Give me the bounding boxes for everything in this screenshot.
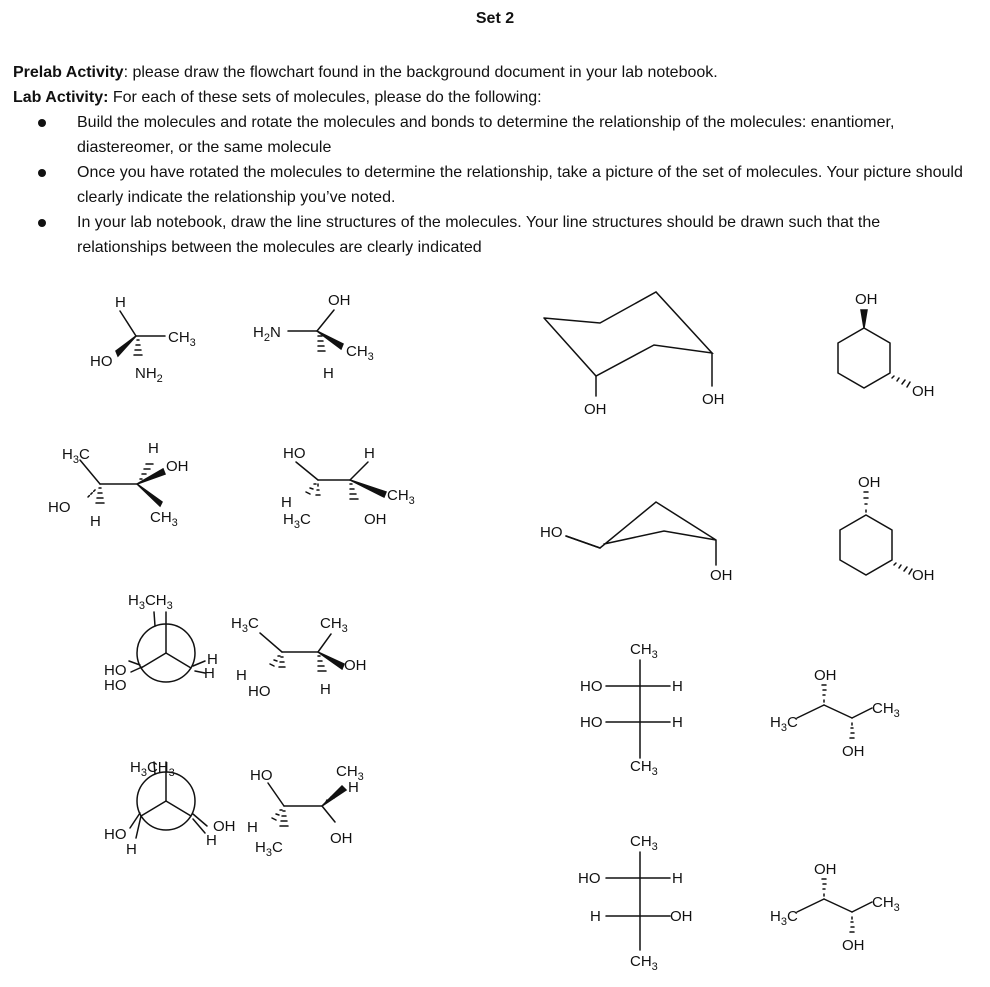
atom-label: H [672,714,683,731]
atom-label: OH [842,937,865,954]
atom-label: $CH_3$ [150,509,178,529]
atom-label: $H_3C$ [255,839,283,859]
atom-label: HO [104,677,127,694]
atom-label: H [90,513,101,530]
fischer-projection-1 [606,660,670,758]
cyclohexane-ring-2 [840,492,912,575]
lab-label: Lab Activity: [13,89,109,106]
atom-label: OH [364,511,387,528]
atom-label: H [672,678,683,695]
atom-label: $CH_3$ [387,487,415,507]
atom-label: $NH_2$ [135,365,163,385]
molecule-1 [116,311,165,356]
newman-projection-1 [129,612,205,682]
atom-label: H [236,667,247,684]
cyclohexane-ring-1 [838,310,910,388]
atom-label: $H_3C$ [770,714,798,734]
atom-label: HO [580,678,603,695]
atom-label: H [323,365,334,382]
atom-label: $H_3C$ [283,511,311,531]
atom-label: HO [580,714,603,731]
atom-label: OH [166,458,189,475]
atom-label: OH [912,383,935,400]
atom-label: $CH_3$ [336,763,364,783]
atom-label: H [126,841,137,858]
cyclohexane-chair-2 [566,502,716,565]
bullet-text: Build the molecules and rotate the molecules and bonds to determine the relationship of the molecules: enantiomer, diastereomer, or the same molecule [77,114,895,156]
atom-label: $CH_3$ [630,953,658,973]
atom-label: HO [104,662,127,679]
atom-label: HO [578,870,601,887]
atom-label: $H_3CH_3$ [130,759,175,779]
bullet-text: Once you have rotated the molecules to determine the relationship, take a picture of the set of molecules. Your picture should clearly indicate the relationship you’ve noted. [77,164,963,206]
cyclohexane-chair-1 [544,292,712,396]
molecule-4 [296,462,386,499]
lab-text: For each of these sets of molecules, please do the following: [108,89,542,106]
atom-label: $CH_3$ [630,641,658,661]
atom-label: OH [213,818,236,835]
atom-label: OH [330,830,353,847]
atom-label: H [348,779,359,796]
atom-label: H [320,681,331,698]
molecule-6 [268,783,346,826]
atom-label: $H_3C$ [231,615,259,635]
zigzag-1 [797,685,872,738]
atom-label: $H_3CH_3$ [128,592,173,612]
atom-label: H [115,294,126,311]
atom-label: OH [814,667,837,684]
atom-label: OH [842,743,865,760]
molecule-5 [260,633,344,671]
prelab-label: Prelab Activity [13,64,124,81]
atom-label: HO [90,353,113,370]
atom-label: $CH_3$ [630,758,658,778]
atom-label: H [364,445,375,462]
atom-label: HO [250,767,273,784]
atom-label: OH [584,401,607,418]
atom-label: $H_2N$ [253,324,281,344]
atom-label: $H_3C$ [770,908,798,928]
atom-label: OH [710,567,733,584]
atom-label: OH [702,391,725,408]
atom-label: OH [855,291,878,308]
atom-label: $CH_3$ [346,343,374,363]
atom-label: H [204,665,215,682]
molecule-2 [288,310,343,351]
molecule-3 [80,460,165,506]
atom-label: H [247,819,258,836]
atom-label: HO [248,683,271,700]
atom-label: H [672,870,683,887]
prelab-text: : please draw the flowchart found in the background document in your lab notebook. [123,64,718,81]
atom-labels [48,291,935,973]
atom-label: $CH_3$ [630,833,658,853]
fischer-projection-2 [606,852,670,950]
zigzag-2 [797,879,872,932]
atom-label: H [207,651,218,668]
atom-label: $CH_3$ [320,615,348,635]
atom-label: OH [814,861,837,878]
atom-label: OH [344,657,367,674]
atom-label: H [590,908,601,925]
atom-label: H [148,440,159,457]
atom-label: HO [283,445,306,462]
atom-label: $H_3C$ [62,446,90,466]
atom-label: HO [540,524,563,541]
atom-label: $CH_3$ [872,894,900,914]
atom-label: OH [328,292,351,309]
atom-label: $CH_3$ [168,329,196,349]
atom-label: OH [670,908,693,925]
page-title: Set 2 [475,10,515,27]
bullet-text: In your lab notebook, draw the line structures of the molecules. Your line structures should be drawn such that the relationships between the molecules are clearly indicated [77,214,881,256]
atom-label: $CH_3$ [872,700,900,720]
atom-label: OH [912,567,935,584]
atom-label: HO [104,826,127,843]
atom-label: OH [858,474,881,491]
atom-label: H [206,832,217,849]
atom-label: HO [48,499,71,516]
atom-label: H [281,494,292,511]
